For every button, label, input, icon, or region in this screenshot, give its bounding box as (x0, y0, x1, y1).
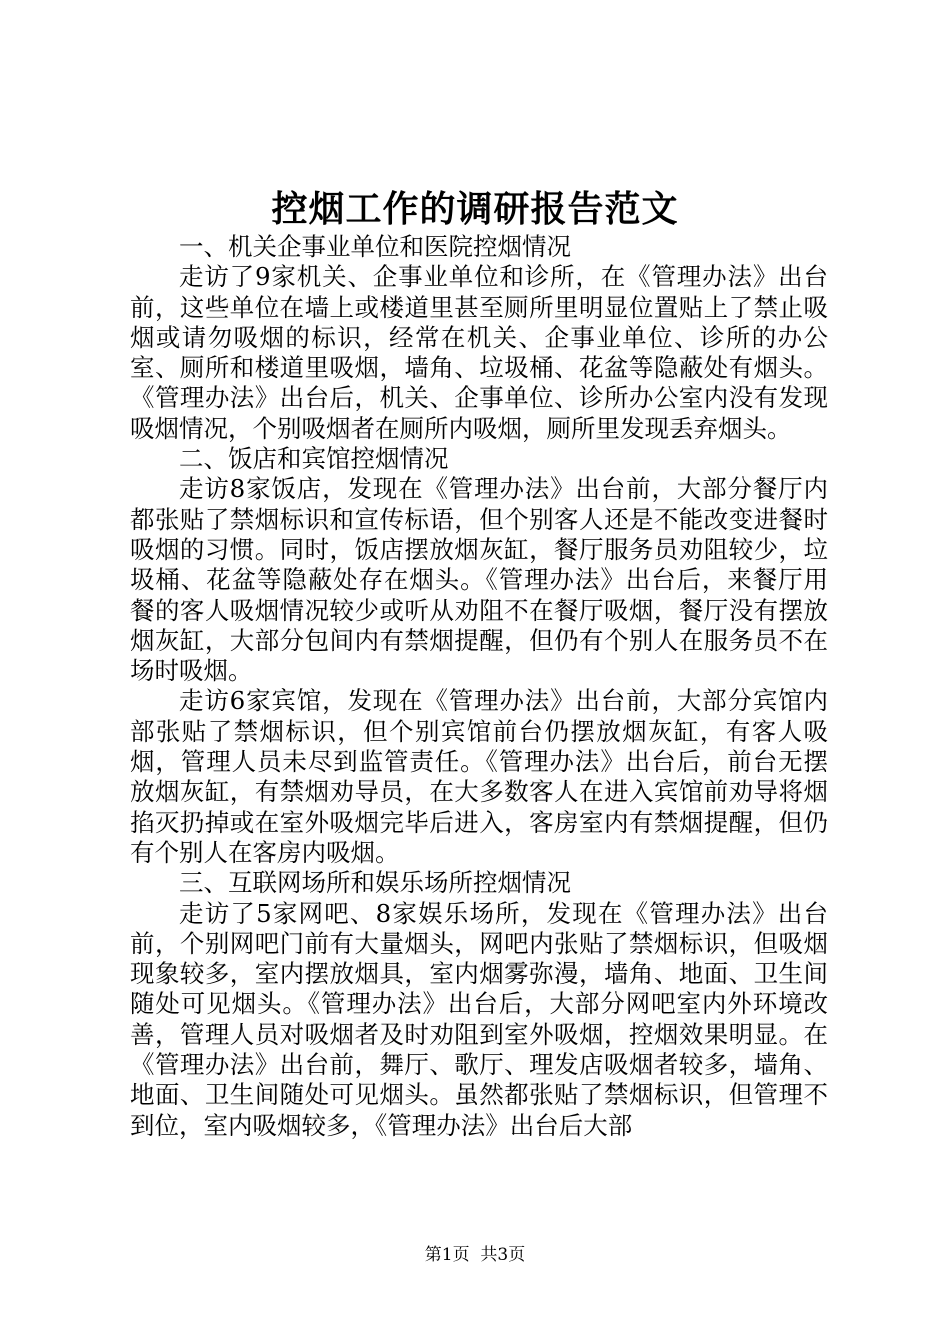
page-footer (0, 1244, 950, 1266)
section-heading: 二、饭店和宾馆控烟情况 (179, 444, 449, 474)
paragraph: 走访6家宾馆，发现在《管理办法》出台前，大部分宾馆内部张贴了禁烟标识，但个别宾馆前台仍摆放烟灰缸，有客人吸烟，管理人员未尽到监管责任。《管理办法》出台后，前台无摆放烟灰缸，有禁烟劝导员，在大多数客人在进入宾馆前劝导将烟掐灭扔掉或在室外吸烟完毕后进入，客房室内有禁烟提醒，但仍有个别人在客房内吸烟。 (130, 686, 828, 867)
paragraph: 走访了9家机关、企事业单位和诊所，在《管理办法》出台前，这些单位在墙上或楼道里甚至厕所里明显位置贴上了禁止吸烟或请勿吸烟的标识，经常在机关、企事业单位、诊所的办公室、厕所和楼道里吸烟，墙角、垃圾桶、花盆等隐蔽处有烟头。《管理办法》出台后，机关、企事单位、诊所办公室内没有发现吸烟情况，个别吸烟者在厕所内吸烟，厕所里发现丢弃烟头。 (130, 262, 828, 443)
section-heading: 三、互联网场所和娱乐场所控烟情况 (179, 868, 571, 898)
page-total: 共3页 (480, 1245, 526, 1265)
paragraph: 走访了5家网吧、8家娱乐场所，发现在《管理办法》出台前，个别网吧门前有大量烟头，网吧内张贴了禁烟标识，但吸烟现象较多，室内摆放烟具，室内烟雾弥漫，墙角、地面、卫生间随处可见烟头。《管理办法》出台后，大部分网吧室内外环境改善，管理人员对吸烟者及时劝阻到室外吸烟，控烟效果明显。在《管理办法》出台前，舞厅、歌厅、理发店吸烟者较多，墙角、地面、卫生间随处可见烟头。虽然都张贴了禁烟标识，但管理不到位，室内吸烟较多，《管理办法》出台后大部 (130, 898, 828, 1140)
page-number: 第1页 (424, 1245, 470, 1265)
document-body (130, 232, 828, 1141)
section-heading: 一、机关企事业单位和医院控烟情况 (179, 232, 571, 261)
document-title: 控烟工作的调研报告范文 (271, 188, 679, 230)
paragraph: 走访8家饭店，发现在《管理办法》出台前，大部分餐厅内都张贴了禁烟标识和宣传标语，但个别客人还是不能改变进餐时吸烟的习惯。同时，饭店摆放烟灰缸，餐厅服务员劝阻较少，垃圾桶、花盆等隐蔽处存在烟头。《管理办法》出台后，来餐厅用餐的客人吸烟情况较少或听从劝阻不在餐厅吸烟，餐厅没有摆放烟灰缸，大部分包间内有禁烟提醒，但仍有个别人在服务员不在场时吸烟。 (130, 474, 828, 686)
